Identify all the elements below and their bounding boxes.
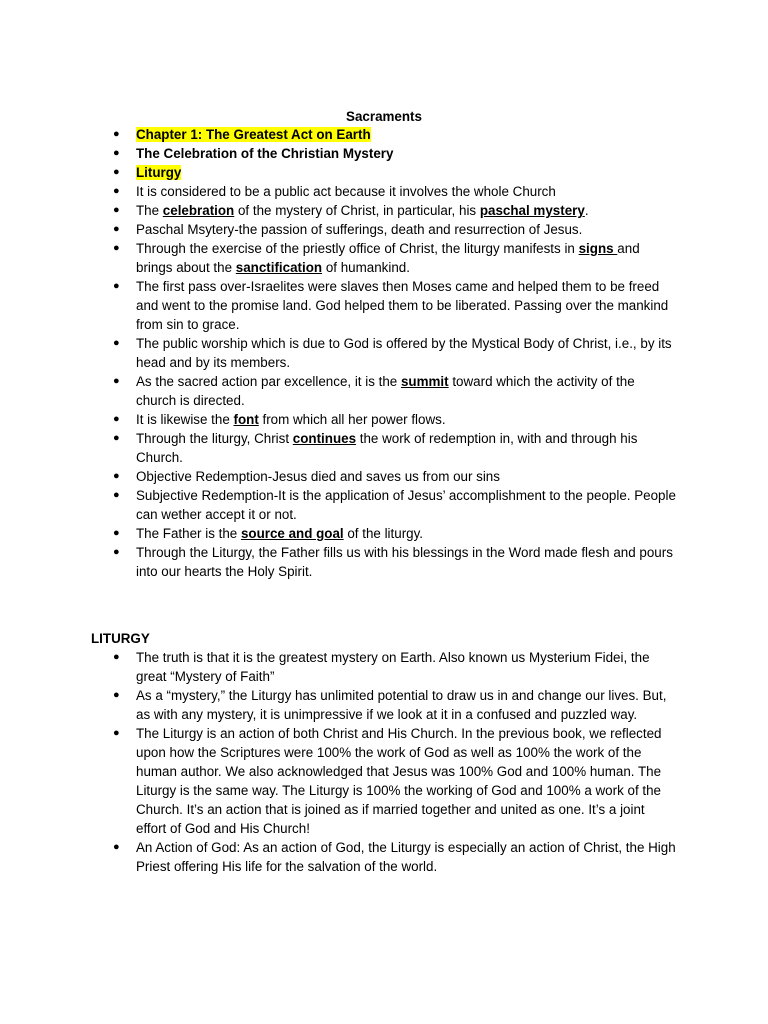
list-item-text: As a “mystery,” the Liturgy has unlimited potential to draw us in and change our lives. But, as with any mystery, it is unimpressive if we look at it in a confused and puzzled way. <box>136 688 667 722</box>
list-item <box>0 144 676 163</box>
list-item-text: signs <box>578 241 618 256</box>
list-item-text: source and goal <box>240 526 344 541</box>
list-item-text: The first pass over-Israelites were slaves then Moses came and helped them to be freed and went to the promise land. God helped them to be liberated. Passing over the mankind from sin to grace. <box>136 279 669 332</box>
list-item-text: the work of redemption in, with and through his Church. <box>136 431 638 465</box>
list-item-text: celebration <box>162 203 235 218</box>
bullet-icon: ● <box>113 337 120 349</box>
list-item-text: . <box>584 203 589 218</box>
list-item <box>0 486 676 524</box>
list-item-text: As the sacred action par excellence, it is the <box>136 374 401 389</box>
list-item <box>0 648 676 686</box>
liturgy-bullet-list <box>0 648 768 876</box>
list-item <box>0 277 676 334</box>
list-item-text: Through the exercise of the priestly office of Christ, the liturgy manifests in <box>136 241 579 256</box>
list-item <box>0 429 676 467</box>
bullet-icon: ● <box>113 546 120 558</box>
list-item-text: Objective Redemption-Jesus died and saves us from our sins <box>136 469 500 484</box>
bullet-icon: ● <box>113 689 120 701</box>
section-heading: LITURGY <box>91 631 150 646</box>
list-item-text: of humankind. <box>322 260 410 275</box>
bullet-icon: ● <box>113 841 120 853</box>
bullet-icon: ● <box>113 185 120 197</box>
bullet-icon: ● <box>113 223 120 235</box>
bullet-icon: ● <box>113 242 120 254</box>
list-item-text: The Celebration of the Christian Mystery <box>136 146 394 161</box>
list-item-text: The Liturgy is an action of both Christ and His Church. In the previous book, we reflected upon how the Scriptures were 100% the work of God as well as 100% the work of the human author. We also acknowledged that Jesus was 100% God and 100% human. The Liturgy is the same way. The Liturgy is 100% the working of God and 100% a work of the Church. It’s an action that is joined as if married together and united as one. It’s a joint effort of God and His Church! <box>136 726 662 836</box>
list-item-text: summit <box>400 374 449 389</box>
list-item <box>0 524 676 543</box>
bullet-icon: ● <box>113 413 120 425</box>
list-item-text: of the liturgy. <box>343 526 424 541</box>
bullet-icon: ● <box>113 280 120 292</box>
bullet-icon: ● <box>113 727 120 739</box>
list-item-text: An Action of God: As an action of God, the Liturgy is especially an action of Christ, the High Priest offering His life for the salvation of the world. <box>136 840 676 874</box>
list-item <box>0 125 676 144</box>
list-item-text: sanctification <box>235 260 323 275</box>
list-item <box>0 220 676 239</box>
document-title: Sacraments <box>346 109 422 124</box>
list-item-text: Subjective Redemption-It is the application of Jesus’ accomplishment to the people. People can wether accept it or not. <box>136 488 676 522</box>
list-item <box>0 182 676 201</box>
list-item-text: continues <box>292 431 357 446</box>
list-item-text: The Father is the <box>136 526 241 541</box>
bullet-icon: ● <box>113 432 120 444</box>
list-item-text: toward which the activity of the church is directed. <box>136 374 635 408</box>
list-item-text: The truth is that it is the greatest mystery on Earth. Also known us Mysterium Fidei, the great “Mystery of Faith” <box>136 650 650 684</box>
list-item <box>0 334 676 372</box>
list-item <box>0 838 676 876</box>
bullet-icon: ● <box>113 147 120 159</box>
list-item-text: Through the liturgy, Christ <box>136 431 293 446</box>
bullet-icon: ● <box>113 204 120 216</box>
bullet-icon: ● <box>113 651 120 663</box>
bullet-icon: ● <box>113 470 120 482</box>
bullet-icon: ● <box>113 166 120 178</box>
list-item-text: Through the Liturgy, the Father fills us with his blessings in the Word made flesh and pours into our hearts the Holy Spirit. <box>136 545 673 579</box>
list-item <box>0 163 676 182</box>
list-item <box>0 467 676 486</box>
list-item <box>0 239 676 277</box>
list-item-text: of the mystery of Christ, in particular, his <box>234 203 480 218</box>
list-item <box>0 410 676 429</box>
list-item-text: paschal mystery <box>479 203 585 218</box>
list-item-text: Liturgy <box>136 165 182 180</box>
list-item <box>0 724 676 838</box>
bullet-icon: ● <box>113 128 120 140</box>
bullet-icon: ● <box>113 527 120 539</box>
list-item-text: Chapter 1: The Greatest Act on Earth <box>136 127 371 142</box>
list-item-text: font <box>233 412 259 427</box>
list-item-text: Paschal Msytery-the passion of sufferings, death and resurrection of Jesus. <box>136 222 583 237</box>
list-item-text: and brings about the <box>136 241 640 275</box>
bullet-icon: ● <box>113 489 120 501</box>
list-item-text: The public worship which is due to God is offered by the Mystical Body of Christ, i.e., by its head and by its members. <box>136 336 672 370</box>
list-item <box>0 686 676 724</box>
bullet-icon: ● <box>113 375 120 387</box>
list-item-text: The <box>136 203 163 218</box>
list-item <box>0 372 676 410</box>
list-item <box>0 201 676 220</box>
list-item-text: It is likewise the <box>136 412 234 427</box>
list-item-text: from which all her power flows. <box>258 412 446 427</box>
list-item <box>0 543 676 581</box>
list-item-text: It is considered to be a public act because it involves the whole Church <box>136 184 556 199</box>
sacraments-bullet-list <box>0 125 768 581</box>
